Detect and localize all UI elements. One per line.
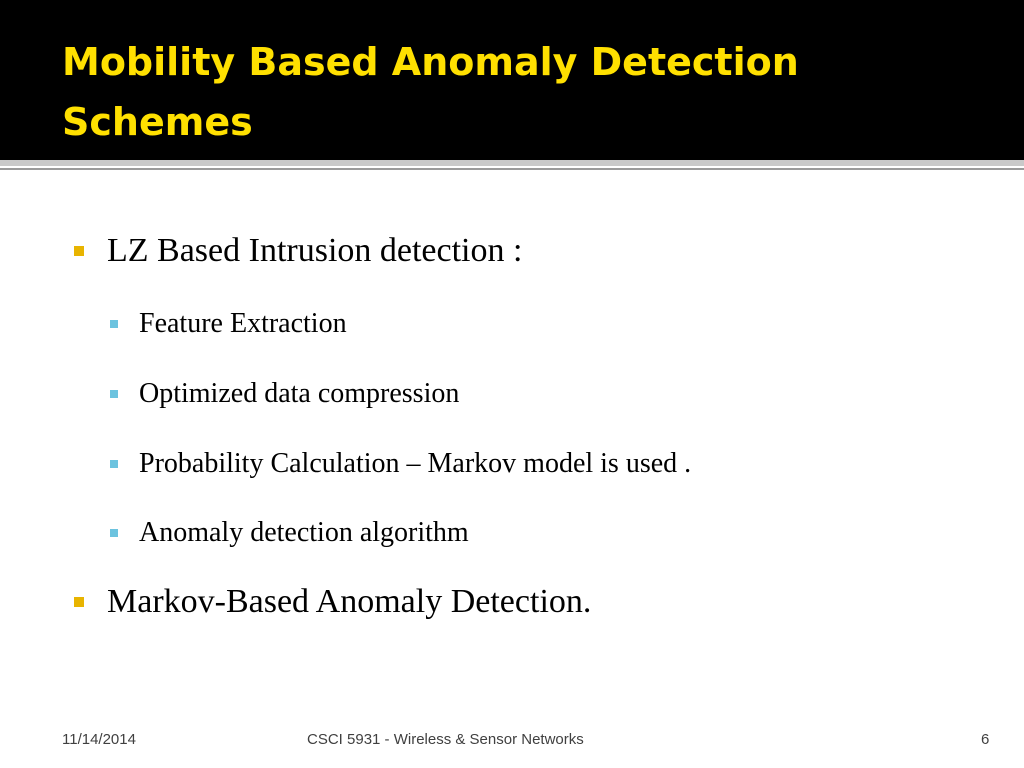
bullet-markov-based-anomaly-detection [74, 580, 591, 624]
sub-bullet-anomaly-detection-algorithm [110, 515, 469, 551]
bullet-text: Optimized data compression [139, 378, 460, 409]
square-bullet-icon [110, 460, 118, 468]
sub-bullet-probability-calculation [110, 446, 691, 482]
square-bullet-icon [74, 597, 84, 607]
bullet-text: Probability Calculation – Markov model is used . [139, 448, 692, 479]
square-bullet-icon [110, 390, 118, 398]
sub-bullet-feature-extraction [110, 306, 347, 342]
slide-title: Mobility Based Anomaly Detection Schemes [62, 40, 799, 144]
bullet-text: LZ Based Intrusion detection : [107, 232, 523, 269]
sub-bullet-optimized-data-compression [110, 376, 459, 412]
bullet-text: Anomaly detection algorithm [139, 517, 469, 548]
bullet-text: Markov-Based Anomaly Detection. [107, 583, 592, 620]
title-divider-thin [0, 168, 1024, 170]
square-bullet-icon [110, 320, 118, 328]
square-bullet-icon [74, 246, 84, 256]
bullet-text: Feature Extraction [139, 308, 347, 339]
bullet-lz-based-intrusion-detection [74, 229, 522, 273]
footer-page-number: 6 [981, 731, 990, 748]
title-divider-thick [0, 160, 1024, 166]
title-bar [0, 0, 1024, 160]
footer-course-title: CSCI 5931 - Wireless & Sensor Networks [307, 731, 584, 748]
footer-date: 11/14/2014 [62, 731, 136, 748]
square-bullet-icon [110, 529, 118, 537]
